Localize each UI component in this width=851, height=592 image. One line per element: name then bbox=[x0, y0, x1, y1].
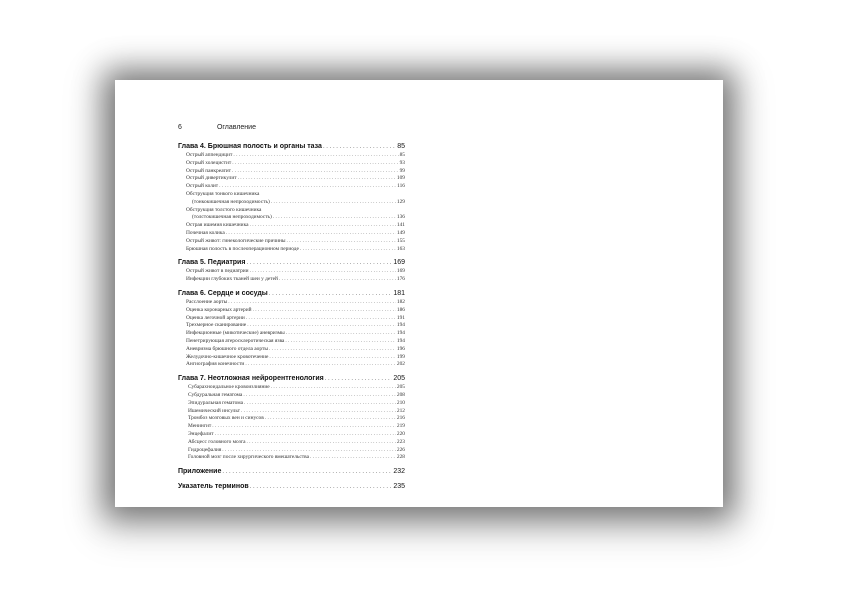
toc-entry-page: 196 bbox=[396, 345, 405, 352]
toc-chapter-heading-title: Указатель терминов bbox=[178, 483, 249, 491]
toc-entry-page: 176 bbox=[396, 276, 405, 283]
toc-entry-page: 169 bbox=[396, 268, 405, 275]
toc-entry-title: Острый живот в педиатрии bbox=[186, 268, 249, 275]
toc-entry bbox=[178, 322, 405, 330]
toc-entry bbox=[178, 423, 405, 431]
toc-chapter-heading-page: 232 bbox=[393, 468, 405, 476]
toc-entry-title: Оценка легочной артерии bbox=[186, 314, 245, 321]
toc-entry-title: Гидроцефалия bbox=[188, 446, 222, 453]
dot-leader bbox=[300, 246, 396, 254]
toc-entry-title: Обструкция толстого кишечника bbox=[186, 206, 262, 213]
toc-entry-page: 212 bbox=[396, 407, 405, 414]
toc-chapter-heading bbox=[178, 258, 405, 268]
toc-entry-title: (тонкокишечная непроходимость) bbox=[192, 198, 270, 205]
toc-entry-page: 149 bbox=[396, 229, 405, 236]
toc-entry-page: 210 bbox=[396, 399, 405, 406]
dot-leader bbox=[232, 160, 398, 168]
toc-entry-title: Головной мозг после хирургического вмешательства bbox=[188, 454, 309, 461]
toc-entry-page: 194 bbox=[396, 330, 405, 337]
toc-chapter-heading-page: 235 bbox=[393, 483, 405, 491]
toc-entry-title: Расслоение аорты bbox=[186, 298, 228, 305]
toc-chapter-heading bbox=[178, 467, 405, 477]
running-header bbox=[178, 124, 256, 131]
toc-entry-title: (толстокишечная непроходимость) bbox=[192, 214, 272, 221]
toc-chapter-heading-title: Глава 5. Педиатрия bbox=[178, 259, 246, 267]
toc-entry bbox=[178, 454, 405, 462]
toc-entry bbox=[178, 384, 405, 392]
toc-entry-title: Острая ишемия кишечника bbox=[186, 222, 249, 229]
toc-entry bbox=[178, 408, 405, 416]
toc-entry bbox=[178, 230, 405, 238]
toc-entry-title: Ишемический инсульт bbox=[188, 407, 240, 414]
toc-entry bbox=[178, 191, 405, 199]
toc-entry-title: Острый аппендицит bbox=[186, 152, 233, 158]
toc-entry bbox=[178, 415, 405, 423]
toc-entry bbox=[178, 168, 405, 176]
toc-chapter bbox=[178, 482, 405, 492]
toc-entry bbox=[178, 346, 405, 354]
dot-leader bbox=[215, 431, 396, 439]
dot-leader bbox=[233, 152, 398, 160]
toc-entry-page: 136 bbox=[396, 214, 405, 221]
toc-chapter-heading-title: Приложение bbox=[178, 468, 222, 476]
dot-leader bbox=[241, 408, 396, 416]
running-title: Оглавление bbox=[216, 124, 256, 131]
toc-entry bbox=[178, 307, 405, 315]
toc-entry-page: 99 bbox=[399, 167, 405, 174]
dot-leader bbox=[246, 258, 392, 268]
dot-leader bbox=[232, 168, 399, 176]
toc-entry-page: 141 bbox=[396, 222, 405, 229]
dot-leader bbox=[212, 423, 396, 431]
dot-leader bbox=[228, 299, 396, 307]
toc-entry bbox=[178, 338, 405, 346]
toc-entry-page: 208 bbox=[396, 391, 405, 398]
toc-entry bbox=[178, 246, 405, 254]
dot-leader bbox=[246, 315, 396, 323]
toc-entry-title: Субарахноидальное кровоизлияние bbox=[188, 384, 270, 391]
toc-chapter-heading bbox=[178, 482, 405, 492]
toc-entry-page: 85 bbox=[399, 152, 405, 158]
dot-leader bbox=[325, 374, 393, 384]
toc-entry-title: Острый колит bbox=[186, 183, 219, 190]
toc-entry-title: Пенетрирующая атеросклеротическая язва bbox=[186, 337, 285, 344]
toc-entry bbox=[178, 160, 405, 168]
toc-entry bbox=[178, 207, 405, 215]
dot-leader bbox=[250, 268, 396, 276]
toc-entry-page: 194 bbox=[396, 322, 405, 329]
dot-leader bbox=[246, 439, 395, 447]
toc-entry-title: Почечная колика bbox=[186, 229, 225, 236]
toc-entry-title: Желудочно-кишечное кровотечение bbox=[186, 353, 269, 360]
toc-entry bbox=[178, 222, 405, 230]
toc-entry-title: Аневризма брюшного отдела аорты bbox=[186, 345, 268, 352]
toc-chapter-heading-page: 169 bbox=[393, 259, 405, 267]
toc-chapter bbox=[178, 258, 405, 284]
toc-chapter-heading bbox=[178, 142, 405, 152]
toc-entry bbox=[178, 431, 405, 439]
toc-chapter-heading bbox=[178, 289, 405, 299]
dot-leader bbox=[310, 454, 396, 462]
toc-entry-page: 194 bbox=[396, 337, 405, 344]
toc-chapter bbox=[178, 289, 405, 369]
toc-entry-title: Трехмерное сканирование bbox=[186, 322, 247, 329]
dot-leader bbox=[269, 346, 396, 354]
toc-entry bbox=[178, 330, 405, 338]
toc-chapter-heading-page: 205 bbox=[393, 375, 405, 383]
dot-leader bbox=[219, 183, 396, 191]
toc-entry bbox=[178, 152, 405, 160]
toc-entry-title: Ангиография конечности bbox=[186, 361, 245, 368]
toc-chapter-heading-page: 181 bbox=[393, 289, 405, 297]
toc-entry-page: 116 bbox=[397, 183, 405, 190]
toc-entry bbox=[178, 361, 405, 369]
dot-leader bbox=[238, 175, 396, 183]
dot-leader bbox=[269, 289, 393, 299]
dot-leader bbox=[285, 338, 396, 346]
dot-leader bbox=[286, 238, 395, 246]
toc-chapter-heading bbox=[178, 374, 405, 384]
dot-leader bbox=[245, 361, 396, 369]
toc-entry-title: Инфекции глубоких тканей шеи у детей bbox=[186, 276, 278, 283]
toc-entry-title: Острый живот: гинекологические причины bbox=[186, 237, 286, 244]
toc-entry-page: 191 bbox=[396, 314, 405, 321]
toc-entry-title: Острый дивертикулит bbox=[186, 175, 237, 182]
dot-leader bbox=[222, 467, 392, 477]
dot-leader bbox=[243, 392, 396, 400]
toc-entry-title: Эпидуральная гематома bbox=[188, 399, 243, 406]
toc-entry-page: 199 bbox=[396, 353, 405, 360]
toc-chapter bbox=[178, 142, 405, 253]
dot-leader bbox=[250, 222, 396, 230]
toc-entry-page: 163 bbox=[396, 245, 405, 252]
toc-entry-page: 220 bbox=[396, 430, 405, 437]
dot-leader bbox=[286, 330, 396, 338]
toc-chapter-heading-page: 85 bbox=[397, 143, 405, 150]
toc-entry-title: Брюшная полость в послеоперационном периоде bbox=[186, 245, 299, 252]
toc-entry-title: Инфекционные (микотические) аневризмы bbox=[186, 330, 285, 337]
toc-entry bbox=[178, 392, 405, 400]
page-number: 6 bbox=[178, 124, 182, 131]
toc-entry bbox=[178, 268, 405, 276]
dot-leader bbox=[271, 199, 396, 207]
toc-entry-title: Обструкция тонкого кишечника bbox=[186, 190, 260, 197]
toc-entry-page: 216 bbox=[396, 415, 405, 422]
toc-chapter-heading-title: Глава 4. Брюшная полость и органы таза bbox=[178, 143, 322, 150]
toc-entry-title: Острый холецистит bbox=[186, 159, 232, 166]
dot-leader bbox=[244, 400, 396, 408]
toc-entry-page: 109 bbox=[396, 175, 405, 182]
dot-leader bbox=[265, 415, 396, 423]
dot-leader bbox=[253, 307, 396, 315]
toc-entry-title: Тромбоз мозговых вен и синусов bbox=[188, 415, 264, 422]
toc-entry-title: Менингит bbox=[188, 423, 212, 430]
toc-entry bbox=[178, 199, 405, 207]
toc-chapter-heading-title: Глава 7. Неотложная нейрорентгенология bbox=[178, 375, 324, 383]
dot-leader bbox=[250, 482, 393, 492]
toc-chapter bbox=[178, 374, 405, 462]
toc-entry bbox=[178, 400, 405, 408]
toc-entry-page: 182 bbox=[396, 298, 405, 305]
table-of-contents bbox=[178, 142, 405, 497]
dot-leader bbox=[269, 354, 395, 362]
dot-leader bbox=[226, 230, 396, 238]
dot-leader bbox=[273, 214, 396, 222]
toc-chapter-heading-title: Глава 6. Сердце и сосуды bbox=[178, 289, 268, 297]
toc-entry bbox=[178, 315, 405, 323]
toc-entry-title: Абсцесс головного мозга bbox=[188, 438, 246, 445]
toc-entry bbox=[178, 276, 405, 284]
dot-leader bbox=[222, 447, 396, 455]
toc-entry-page: 219 bbox=[396, 423, 405, 430]
toc-entry-page: 186 bbox=[396, 306, 405, 313]
toc-entry-page: 223 bbox=[396, 438, 405, 445]
toc-entry-page: 155 bbox=[396, 237, 405, 244]
toc-entry-title: Энцефалит bbox=[188, 430, 214, 437]
toc-entry bbox=[178, 447, 405, 455]
toc-entry-page: 202 bbox=[396, 361, 405, 368]
toc-entry bbox=[178, 175, 405, 183]
toc-entry bbox=[178, 299, 405, 307]
dot-leader bbox=[323, 142, 396, 152]
toc-entry-title: Острый панкреатит bbox=[186, 167, 232, 174]
book-page bbox=[115, 80, 723, 507]
toc-entry bbox=[178, 354, 405, 362]
toc-entry-title: Оценка коронарных артерий bbox=[186, 306, 252, 313]
dot-leader bbox=[271, 384, 396, 392]
toc-entry-page: 228 bbox=[396, 454, 405, 461]
toc-entry-page: 129 bbox=[396, 198, 405, 205]
toc-entry bbox=[178, 439, 405, 447]
dot-leader bbox=[279, 276, 396, 284]
toc-entry bbox=[178, 214, 405, 222]
toc-entry-page: 205 bbox=[396, 384, 405, 391]
toc-entry bbox=[178, 183, 405, 191]
toc-entry-title: Субдуральная гематома bbox=[188, 391, 243, 398]
toc-entry-page: 226 bbox=[396, 446, 405, 453]
toc-entry-page: 93 bbox=[399, 159, 405, 166]
toc-chapter bbox=[178, 467, 405, 477]
dot-leader bbox=[247, 322, 396, 330]
toc-entry bbox=[178, 238, 405, 246]
